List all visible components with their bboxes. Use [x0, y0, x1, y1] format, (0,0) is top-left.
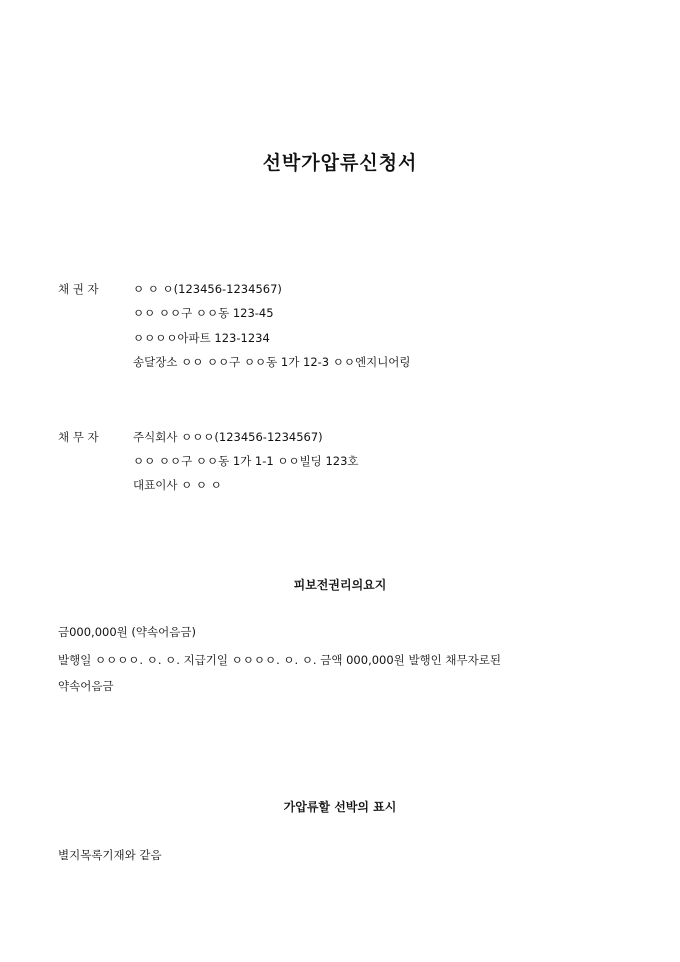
debtor-label: 채 무 자 — [58, 430, 99, 444]
debtor-name-line: 주식회사 ㅇㅇㅇ(123456-1234567) — [133, 430, 323, 444]
ship-description-text: 별지목록기재와 같음 — [58, 848, 162, 862]
secured-right-detail-line: 발행일 ㅇㅇㅇㅇ. ㅇ. ㅇ. 지급기일 ㅇㅇㅇㅇ. ㅇ. ㅇ. 금액 000,000원 발행인 채무자로된 — [58, 653, 501, 667]
creditor-address-line: ㅇㅇ ㅇㅇ구 ㅇㅇ동 123-45 — [133, 306, 274, 320]
secured-right-heading: 피보전권리의요지 — [293, 578, 387, 592]
creditor-apartment-line: ㅇㅇㅇㅇ아파트 123-1234 — [133, 331, 270, 345]
creditor-label: 채 권 자 — [58, 282, 99, 296]
secured-right-detail-continuation: 약속어음금 — [58, 679, 114, 693]
debtor-representative-line: 대표이사 ㅇ ㅇ ㅇ — [133, 478, 222, 492]
creditor-delivery-address-line: 송달장소 ㅇㅇ ㅇㅇ구 ㅇㅇ동 1가 12-3 ㅇㅇ엔지니어링 — [133, 355, 411, 369]
debtor-address-line: ㅇㅇ ㅇㅇ구 ㅇㅇ동 1가 1-1 ㅇㅇ빌딩 123호 — [133, 454, 359, 468]
ship-description-heading: 가압류할 선박의 표시 — [283, 800, 397, 814]
secured-right-amount-line: 금000,000원 (약속어음금) — [58, 625, 196, 639]
creditor-name-line: ㅇ ㅇ ㅇ(123456-1234567) — [133, 282, 282, 296]
document-title: 선박가압류신청서 — [262, 152, 418, 174]
